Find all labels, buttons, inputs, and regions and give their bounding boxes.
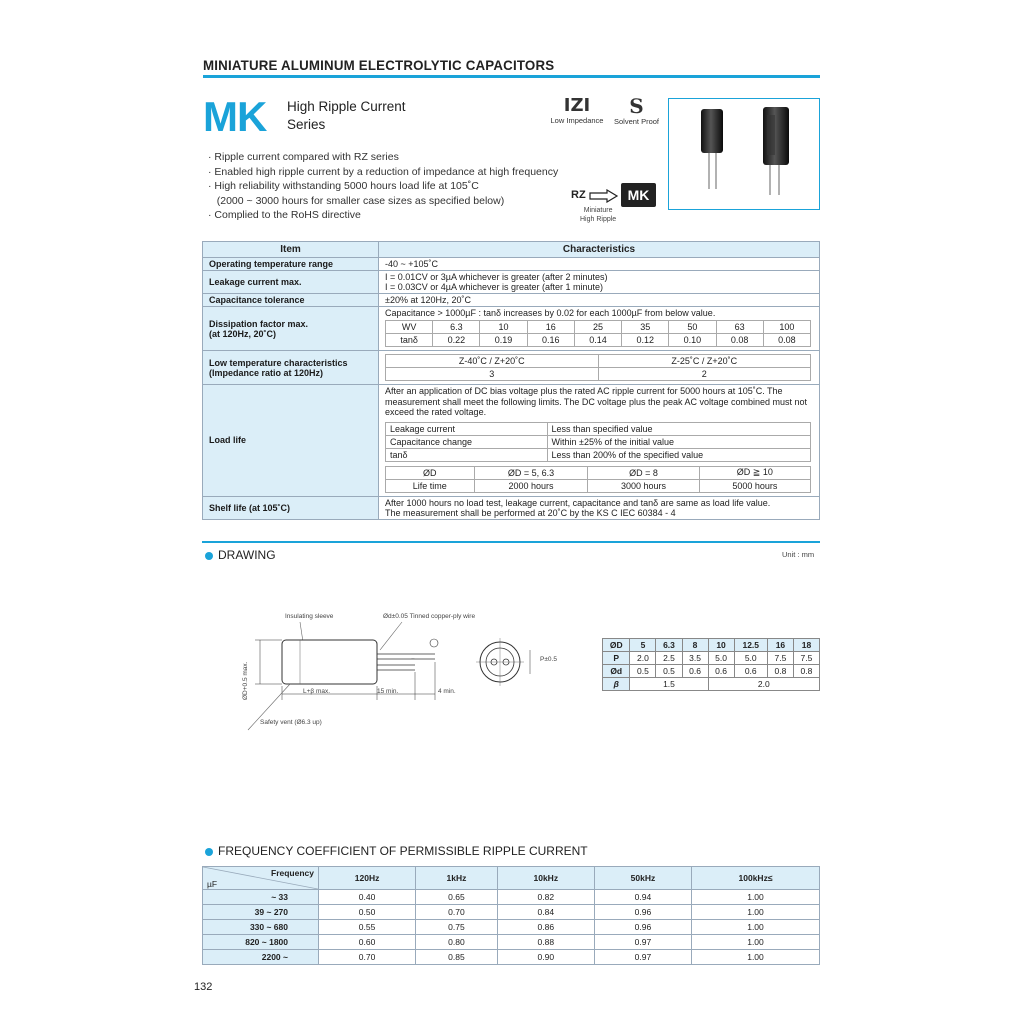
- low-temp-value: 3: [386, 368, 599, 381]
- df-tan-cell: 0.10: [669, 334, 716, 347]
- coefficient-cell: 0.40: [319, 890, 416, 905]
- feature-item: · Enabled high ripple current by a reduction of impedance at high frequency: [208, 165, 559, 178]
- shelf-line: After 1000 hours no load test, leakage current, capacitance and tanδ are same as load life value.: [385, 497, 771, 508]
- dimension-row-label: Ød: [603, 665, 630, 678]
- coefficient-cell: 0.94: [594, 890, 691, 905]
- lead-length-label: 15 min.: [377, 688, 399, 695]
- df-wv-cell: 10: [480, 321, 527, 334]
- df-wv-cell: 63: [716, 321, 763, 334]
- beta-value: 1.5: [630, 678, 708, 691]
- header-rule: [203, 75, 820, 78]
- spec-value: [379, 307, 820, 351]
- dimension-cell: 0.6: [708, 665, 734, 678]
- df-note: Capacitance > 1000µF : tanδ increases by 0.02 for each 1000µF from below value.: [385, 308, 716, 318]
- table-row: [203, 890, 820, 905]
- coefficient-cell: 1.00: [692, 935, 820, 950]
- page-number: 132: [194, 981, 213, 993]
- frequency-header: 120Hz: [319, 867, 416, 890]
- drawing-rule: [202, 541, 820, 543]
- capacitor-photo-icon: [669, 99, 819, 209]
- coefficient-cell: 0.75: [416, 920, 498, 935]
- dimension-row: [603, 639, 820, 652]
- capacitance-range: 820 ~ 1800: [203, 935, 319, 950]
- low-impedance-badge: [547, 95, 607, 125]
- df-tan-cell: 0.12: [622, 334, 669, 347]
- df-wv-cell: 35: [622, 321, 669, 334]
- df-wv-cell: 100: [763, 321, 810, 334]
- minus-label: −: [411, 656, 415, 663]
- limit-name: tanδ: [386, 448, 548, 461]
- table-row: [203, 905, 820, 920]
- specification-table: [202, 241, 820, 520]
- migration-caption-line2: High Ripple: [580, 215, 617, 223]
- solvent-proof-icon: S: [629, 94, 644, 118]
- df-wv-cell: 16: [527, 321, 574, 334]
- dimension-cell: 6.3: [656, 639, 682, 652]
- feature-list: [208, 150, 558, 223]
- spec-item: Operating temperature range: [203, 258, 379, 271]
- df-tan-cell: 0.08: [716, 334, 763, 347]
- df-tan-cell: 0.08: [763, 334, 810, 347]
- low-temp-table: [385, 354, 811, 381]
- coefficient-cell: 0.65: [416, 890, 498, 905]
- dimension-cell: 16: [767, 639, 793, 652]
- spec-item: [203, 307, 379, 351]
- dimension-cell: 5: [630, 639, 656, 652]
- drawing-title-text: DRAWING: [218, 548, 276, 562]
- dimension-cell: 5.0: [708, 652, 734, 665]
- life-header: ØD: [386, 466, 475, 479]
- coefficient-cell: 0.82: [497, 890, 594, 905]
- df-tan-cell: 0.19: [480, 334, 527, 347]
- dimension-cell: 3.5: [682, 652, 708, 665]
- spec-value: [379, 351, 820, 385]
- sleeve-label: Insulating sleeve: [285, 613, 334, 620]
- dimension-cell: 12.5: [734, 639, 767, 652]
- migration-from: RZ: [571, 189, 586, 201]
- low-temp-header: Z-25˚C / Z+20˚C: [598, 355, 811, 368]
- drawing-section-title: [205, 548, 276, 562]
- feature-item: · Complied to the RoHS directive: [208, 209, 361, 222]
- frequency-header: 100kHz≤: [692, 867, 820, 890]
- frequency-header: 1kHz: [416, 867, 498, 890]
- diameter-label: ØD+0.5 max.: [242, 661, 249, 700]
- limit-value: Less than specified value: [547, 422, 811, 435]
- limit-value: Less than 200% of the specified value: [547, 448, 811, 461]
- load-life-limits-table: [385, 422, 811, 462]
- frequency-header: 50kHz: [594, 867, 691, 890]
- low-temp-item-line: (Impedance ratio at 120Hz): [209, 367, 324, 378]
- table-row: [203, 935, 820, 950]
- spec-value: ±20% at 120Hz, 20˚C: [379, 294, 820, 307]
- frequency-corner-cell: [203, 867, 319, 890]
- df-tan-label: tanδ: [386, 334, 433, 347]
- shelf-line: The measurement shall be performed at 20˚C by the KS C IEC 60384 - 4: [385, 507, 676, 518]
- coefficient-cell: 0.84: [497, 905, 594, 920]
- frequency-title-text: FREQUENCY COEFFICIENT OF PERMISSIBLE RIPPLE CURRENT: [218, 844, 588, 858]
- bullet-icon: [205, 552, 213, 560]
- vent-label: Safety vent (Ø6.3 up): [260, 719, 322, 726]
- df-wv-cell: 50: [669, 321, 716, 334]
- capacitance-range: 330 ~ 680: [203, 920, 319, 935]
- df-tan-cell: 0.22: [433, 334, 480, 347]
- series-name-line1: High Ripple Current: [287, 99, 406, 114]
- dimension-cell: 8: [682, 639, 708, 652]
- df-wv-cell: 6.3: [433, 321, 480, 334]
- coefficient-cell: 0.90: [497, 950, 594, 965]
- spec-item: Capacitance tolerance: [203, 294, 379, 307]
- series-name-line2: Series: [287, 117, 326, 132]
- corner-uf-label: µF: [207, 879, 218, 889]
- coefficient-cell: 0.60: [319, 935, 416, 950]
- dimension-cell: 7.5: [793, 652, 819, 665]
- dimension-table: [602, 638, 820, 691]
- spec-value: [379, 496, 820, 519]
- dimension-cell: 0.6: [734, 665, 767, 678]
- table-row: [203, 920, 820, 935]
- dimension-cell: 0.5: [630, 665, 656, 678]
- df-item-line: (at 120Hz, 20˚C): [209, 328, 277, 339]
- unit-label: Unit : mm: [782, 550, 815, 559]
- df-wv-cell: 25: [574, 321, 621, 334]
- capacitance-range: 2200 ~: [203, 950, 319, 965]
- dimension-cell: 7.5: [767, 652, 793, 665]
- dimension-row-label: P: [603, 652, 630, 665]
- coefficient-cell: 0.85: [416, 950, 498, 965]
- limit-name: Capacitance change: [386, 435, 548, 448]
- spec-value: [379, 385, 820, 497]
- migration-caption-line1: Miniature: [583, 207, 613, 214]
- dimension-cell: 0.6: [682, 665, 708, 678]
- feature-item: · Ripple current compared with RZ series: [208, 151, 399, 163]
- frequency-header: 10kHz: [497, 867, 594, 890]
- coefficient-cell: 0.80: [416, 935, 498, 950]
- beta-label: β: [603, 678, 630, 691]
- solvent-proof-label: Solvent Proof: [613, 117, 660, 126]
- min4-label: 4 min.: [438, 688, 456, 695]
- life-value: Life time: [386, 479, 475, 492]
- beta-value: 2.0: [708, 678, 819, 691]
- capacitance-range: ~ 33: [203, 890, 319, 905]
- dimension-row: [603, 665, 820, 678]
- coefficient-cell: 0.97: [594, 935, 691, 950]
- spec-item: Leakage current max.: [203, 271, 379, 294]
- length-label: L+β max.: [303, 688, 331, 695]
- spec-header-item: Item: [203, 242, 379, 258]
- wire-label: Ød±0.05 Tinned copper-ply wire: [383, 613, 476, 620]
- spec-item: Load life: [203, 385, 379, 497]
- coefficient-cell: 1.00: [692, 920, 820, 935]
- capacitor-drawing-icon: [240, 620, 580, 735]
- df-item-line: Dissipation factor max.: [209, 318, 309, 329]
- df-wv-label: WV: [386, 321, 433, 334]
- bullet-icon: [205, 848, 213, 856]
- life-header: ØD ≧ 10: [699, 466, 810, 479]
- corner-frequency-label: Frequency: [271, 868, 314, 878]
- spec-value: [379, 271, 820, 294]
- low-temp-header: Z-40˚C / Z+20˚C: [386, 355, 599, 368]
- coefficient-cell: 0.97: [594, 950, 691, 965]
- dimension-cell: 2.0: [630, 652, 656, 665]
- coefficient-cell: 0.96: [594, 905, 691, 920]
- migration-to: MK: [621, 183, 656, 207]
- pitch-label: P±0.5: [540, 656, 557, 663]
- spec-header-characteristics: Characteristics: [379, 242, 820, 258]
- limit-name: Leakage current: [386, 422, 548, 435]
- capacitance-range: 39 ~ 270: [203, 905, 319, 920]
- product-photo: [668, 98, 820, 210]
- spec-value: -40 ~ +105˚C: [379, 258, 820, 271]
- life-value: 5000 hours: [699, 479, 810, 492]
- coefficient-cell: 0.55: [319, 920, 416, 935]
- table-row: [203, 950, 820, 965]
- df-table: [385, 320, 811, 347]
- dimension-cell: 18: [793, 639, 819, 652]
- leakage-line: I = 0.03CV or 4µA whichever is greater (after 1 minute): [385, 282, 604, 292]
- dimension-cell: 0.8: [793, 665, 819, 678]
- dimension-cell: 5.0: [734, 652, 767, 665]
- spec-item: Shelf life (at 105˚C): [203, 496, 379, 519]
- page-header-title: MINIATURE ALUMINUM ELECTROLYTIC CAPACITORS: [203, 57, 555, 73]
- df-tan-cell: 0.14: [574, 334, 621, 347]
- frequency-coefficient-table: [202, 866, 820, 965]
- life-header: ØD = 8: [588, 466, 699, 479]
- leakage-line: I = 0.01CV or 3µA whichever is greater (after 2 minutes): [385, 272, 608, 282]
- low-impedance-label: Low Impedance: [550, 116, 604, 125]
- frequency-section-title: [205, 844, 588, 858]
- feature-item: · High reliability withstanding 5000 hours load life at 105˚C: [208, 180, 479, 193]
- migration-caption: [580, 207, 616, 224]
- low-temp-item-line: Low temperature characteristics: [209, 357, 348, 368]
- dimension-cell: 10: [708, 639, 734, 652]
- dimension-cell: 0.8: [767, 665, 793, 678]
- dimension-cell: 2.5: [656, 652, 682, 665]
- load-life-text: After an application of DC bias voltage plus the rated AC ripple current for 5000 hours at 105˚C. The measurement shall meet the following limits. The DC voltage plus the peak AC voltage combined must not exceed the rated voltage.: [385, 386, 808, 417]
- df-tan-cell: 0.16: [527, 334, 574, 347]
- series-name: [287, 98, 406, 134]
- arrow-right-icon: [589, 189, 619, 203]
- life-value: 3000 hours: [588, 479, 699, 492]
- life-value: 2000 hours: [474, 479, 588, 492]
- dimension-cell: 0.5: [656, 665, 682, 678]
- feature-item: (2000 ~ 3000 hours for smaller case sizes as specified below): [208, 194, 505, 207]
- dimension-row-label: ØD: [603, 639, 630, 652]
- coefficient-cell: 0.86: [497, 920, 594, 935]
- dimension-row: [603, 652, 820, 665]
- coefficient-cell: 1.00: [692, 905, 820, 920]
- coefficient-cell: 0.96: [594, 920, 691, 935]
- coefficient-cell: 0.70: [319, 950, 416, 965]
- life-time-table: [385, 466, 811, 493]
- spec-item: [203, 351, 379, 385]
- low-impedance-icon: IZI: [563, 95, 591, 116]
- solvent-proof-badge: [609, 95, 664, 126]
- life-header: ØD = 5, 6.3: [474, 466, 588, 479]
- coefficient-cell: 0.70: [416, 905, 498, 920]
- coefficient-cell: 0.88: [497, 935, 594, 950]
- coefficient-cell: 0.50: [319, 905, 416, 920]
- low-temp-value: 2: [598, 368, 811, 381]
- series-code: MK: [203, 93, 267, 140]
- coefficient-cell: 1.00: [692, 950, 820, 965]
- limit-value: Within ±25% of the initial value: [547, 435, 811, 448]
- coefficient-cell: 1.00: [692, 890, 820, 905]
